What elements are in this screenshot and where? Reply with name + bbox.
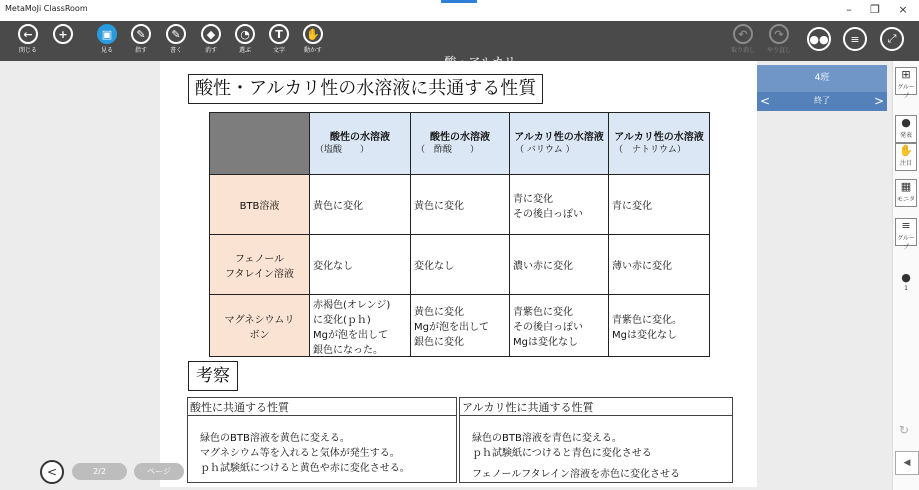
expand-icon: ⤢ [887,32,897,45]
toolbar [0,21,919,61]
table-row [210,175,710,235]
table-cell: 青紫色に変化。 Mgは変化なし [609,295,710,357]
page-indicator: 2/2 [72,463,127,480]
alkali-line: 緑色のBTB溶液を青色に変える。 [472,433,622,444]
pen-tool-button[interactable]: ✎ 書く [163,24,189,54]
column-header: 酸性の水溶液 （ 酢酸 ） [411,113,510,175]
eraser-icon: ◆ [201,24,221,44]
class-panel [757,65,887,111]
table-cell: 黄色に変化 [411,175,510,235]
alkali-line: ｐｈ試験紙につけると青色に変化させる [472,448,652,459]
pen-icon: ✎ [166,24,186,44]
redo-icon: ↷ [769,24,789,44]
acid-line: マグネシウム等を入れると気体が発生する。 [200,448,400,459]
discussion-label: 考察 [188,361,238,391]
table-cell: 黄色に変化 Mgが泡を出して 銀色に変化 [411,295,510,357]
close-button[interactable]: ← 閉じる [15,24,41,54]
expand-button[interactable] [880,27,904,51]
plus-icon: + [53,24,73,44]
app-title: MetaMoJi ClassRoom [5,4,88,13]
view-tool-button[interactable]: ▣ 見る [94,24,120,54]
present-button[interactable]: ● 発表 [895,115,917,143]
column-header: 酸性の水溶液 （塩酸 ） [310,113,411,175]
group-panel-icon: ⊞ [901,68,911,81]
column-header: アルカリ性の水溶液 （ バリウム ） [510,113,609,175]
group-icon: ●● [809,32,829,46]
add-button[interactable] [50,24,76,45]
alkali-properties-box [459,397,733,483]
divider [460,415,732,416]
prev-page-button[interactable]: < [40,460,64,484]
restore-button[interactable]: ❐ [870,3,880,16]
collapse-sidebar-button[interactable]: ◀ [895,451,919,475]
layers-icon: ≡ [901,219,911,232]
menu-icon: ≡ [850,32,860,46]
back-arrow-icon: ← [18,24,38,44]
attention-button[interactable]: ✋ 注目 [895,143,917,171]
pointer-icon: ✎ [131,24,151,44]
row-header: フェノール フタレイン溶液 [210,235,310,295]
redo-button[interactable]: ↷ やり直し [766,24,792,54]
row-header: マグネシウムリ ボン [210,295,310,357]
table-cell: 変化なし [411,235,510,295]
sheet-heading: 酸性・アルカリ性の水溶液に共通する性質 [188,74,543,104]
refresh-icon[interactable]: ↻ [899,423,910,437]
acid-properties-box [187,397,457,483]
prev-class-button[interactable]: < [759,94,771,108]
acid-line: ｐｈ試験紙につけると黄色や赤に変化させる。 [200,463,410,474]
next-class-button[interactable]: > [873,94,885,108]
column-header: アルカリ性の水溶液 （ ナトリウム） [609,113,710,175]
menu-button[interactable] [843,27,867,51]
person-icon: ● [901,271,911,284]
results-table [209,112,710,357]
table-cell: 赤褐色(オレンジ) に変化(ｐｈ) Mgが泡を出して 銀色になった。 [310,295,411,357]
table-row [210,235,710,295]
move-tool-button[interactable]: ✋ 動かす [300,24,326,54]
text-tool-button[interactable]: T 文字 [266,24,292,54]
table-cell: 青紫色に変化 その後白っぽい Mgは変化なし [510,295,609,357]
participant-count: ● 1 [895,271,917,299]
table-cell: 青に変化 その後白っぽい [510,175,609,235]
class-status-row [757,92,887,111]
monitor-button[interactable]: ▦ モニタ [895,179,917,207]
eraser-tool-button[interactable]: ◆ 消す [198,24,224,54]
alkali-box-title: アルカリ性に共通する性質 [462,401,594,414]
view-icon: ▣ [97,24,117,44]
row-header: BTB溶液 [210,175,310,235]
table-cell: 薄い赤に変化 [609,235,710,295]
alkali-line: フェノールフタレイン溶液を赤色に変化させる [472,469,680,480]
group-panel-button[interactable]: ⊞ グループ [895,67,917,95]
acid-box-title: 酸性に共通する性質 [190,401,289,414]
lasso-icon: ◔ [235,24,255,44]
divider [188,415,456,416]
acid-line: 緑色のBTB溶液を黄色に変える。 [200,433,350,444]
group-button[interactable] [807,27,831,51]
text-icon: T [269,24,289,44]
group-layers-button[interactable]: ≡ グループ [895,218,917,246]
table-cell: 変化なし [310,235,411,295]
active-indicator [441,0,477,3]
table-row [210,295,710,357]
title-bar [0,0,919,21]
right-sidebar [892,61,919,490]
presenter-icon: ● [901,116,911,129]
hand-raise-icon: ✋ [899,144,913,157]
page-button[interactable]: ページ [134,463,184,480]
undo-button[interactable]: ↶ 取り消し [730,24,756,54]
table-cell: 濃い赤に変化 [510,235,609,295]
close-window-button[interactable]: × [898,3,908,16]
class-name: 4班 [814,73,830,83]
table-cell: 黄色に変化 [310,175,411,235]
monitor-grid-icon: ▦ [900,180,912,193]
table-corner [210,113,310,175]
table-cell: 青に変化 [609,175,710,235]
undo-icon: ↶ [733,24,753,44]
select-tool-button[interactable]: ◔ 選ぶ [232,24,258,54]
point-tool-button[interactable]: ✎ 指す [128,24,154,54]
class-status: 終了 [814,96,830,105]
minimize-button[interactable]: – [846,3,852,16]
hand-icon: ✋ [303,24,323,44]
